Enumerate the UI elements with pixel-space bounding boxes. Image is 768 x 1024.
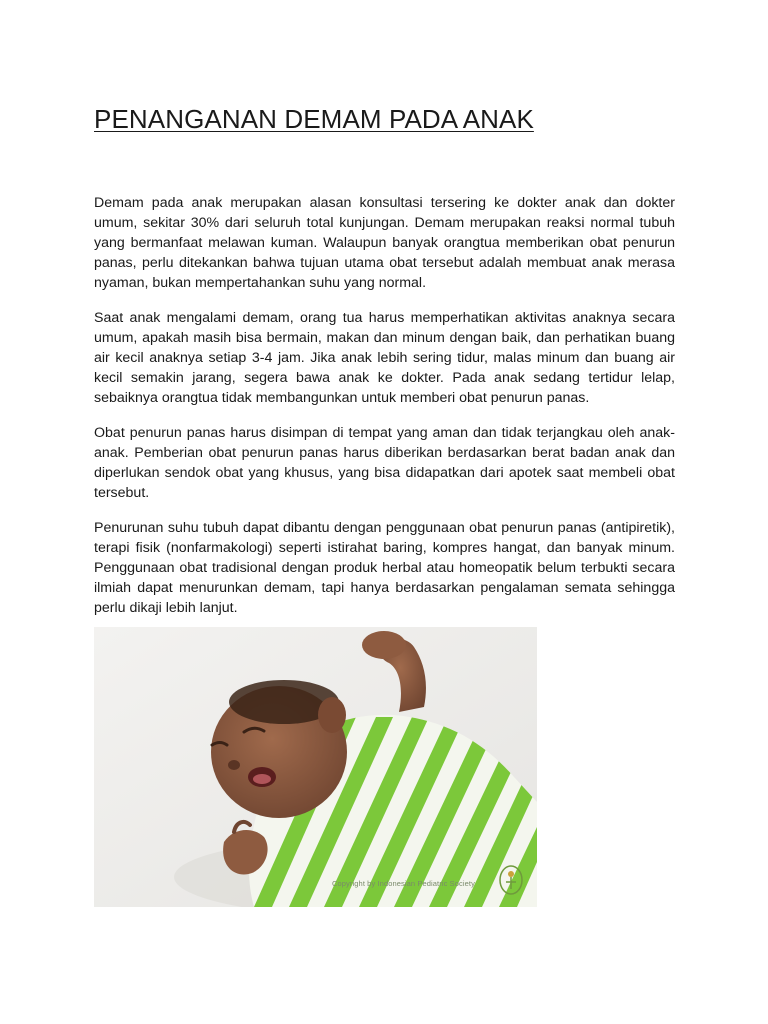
document-title: PENANGANAN DEMAM PADA ANAK (94, 104, 534, 134)
paragraph-3: Obat penurun panas harus disimpan di tempat yang aman dan tidak terjangkau oleh anak-anak. Pemberian obat penurun panas harus diberikan berdasarkan berat badan anak dan diperlukan sendok obat yang khusus, yang bisa didapatkan dari apotek saat membeli obat tersebut. (94, 425, 675, 501)
paragraph-2: Saat anak mengalami demam, orang tua harus memperhatikan aktivitas anaknya secara umum, apakah masih bisa bermain, makan dan minum dengan baik, dan perhatikan buang air kecil anaknya setiap 3-4 jam. Jika anak lebih sering tidur, malas minum dan buang air kecil semakin jarang, segera bawa anak ke dokter. Pada anak sedang tertidur lelap, sebaiknya orangtua tidak membangunkan untuk memberi obat penurun panas. (94, 310, 675, 406)
paragraph-1: Demam pada anak merupakan alasan konsultasi tersering ke dokter anak dan dokter umum, sekitar 30% dari seluruh total kunjungan. Demam merupakan reaksi normal tubuh yang bermanfaat melawan kuman. Walaupun banyak orangtua memberikan obat penurun panas, perlu ditekankan bahwa tujuan utama obat tersebut adalah membuat anak merasa nyaman, bukan mempertahankan suhu yang normal. (94, 195, 675, 291)
crying-baby-photo (94, 627, 537, 907)
document-body (94, 193, 675, 633)
paragraph-4: Penurunan suhu tubuh dapat dibantu dengan penggunaan obat penurun panas (antipiretik), terapi fisik (nonfarmakologi) seperti istirahat baring, kompres hangat, dan banyak minum. Penggunaan obat tradisional dengan produk herbal atau homeopatik belum terbukti secara ilmiah dapat menurunkan demam, tapi hanya berdasarkan pengalaman semata sehingga perlu dikaji lebih lanjut. (94, 520, 675, 616)
ipa-logo-icon (497, 863, 525, 897)
photo-credit: Copyright by Indonesian Pediatric Society (332, 879, 475, 888)
